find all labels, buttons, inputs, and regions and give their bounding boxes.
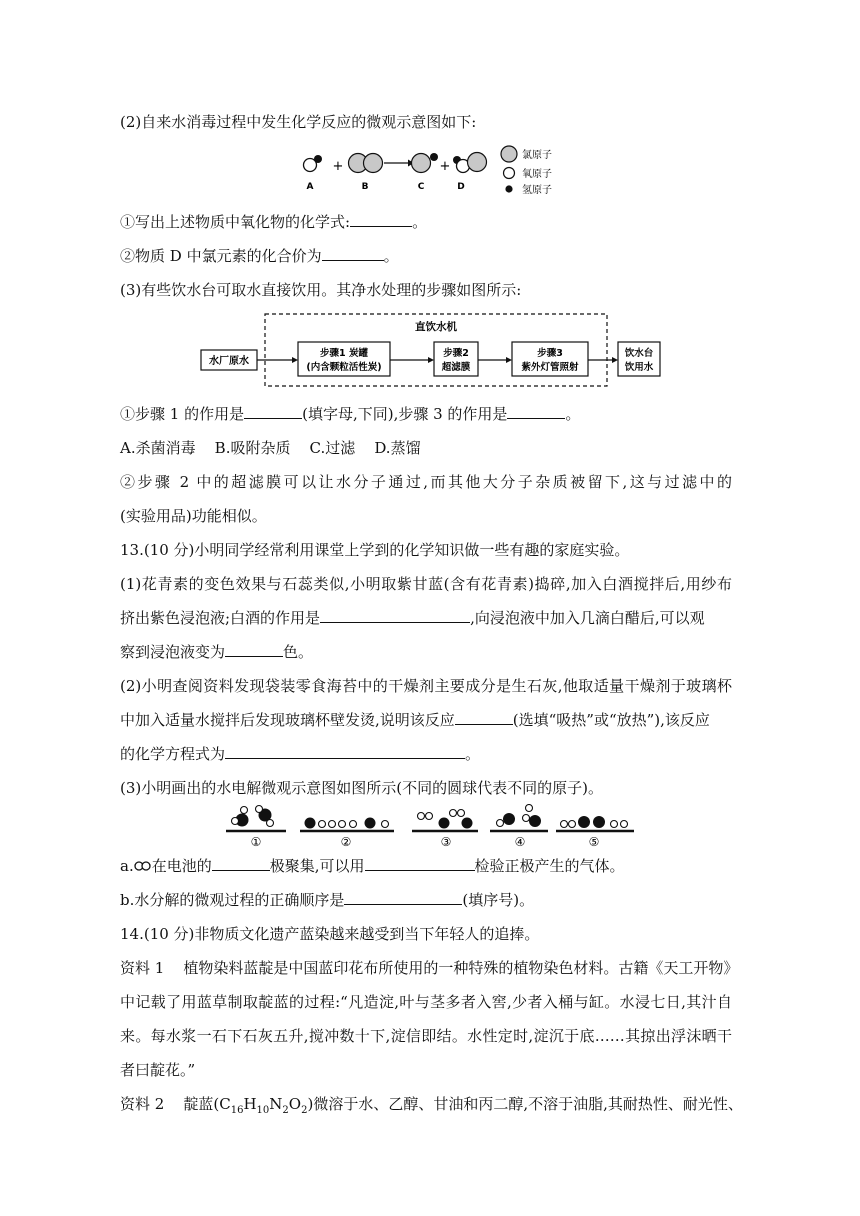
- molecule-c: [412, 153, 439, 173]
- reaction-diagram: [300, 143, 590, 199]
- label-a: A: [306, 182, 314, 192]
- answer-blank[interactable]: [507, 404, 565, 419]
- svg-text:饮水台: 饮水台: [624, 348, 654, 359]
- q13-p1-line1: (1)花青素的变色效果与石蕊类似,小明取紫甘蓝(含有花青素)捣碎,加入白酒搅拌后,用纱布: [120, 575, 732, 593]
- stage-4: [490, 805, 548, 832]
- q13-a: a. 在电池的 极聚集,可以用 检验正极产生的气体。: [120, 857, 625, 875]
- q14-m2-line1: 资料 2 靛蓝$(C_{16}H_{10}N_2O_2)$微溶于水、乙醇、甘油和丙二醇,不溶于油脂,其耐热性、耐光性、: [120, 1095, 743, 1116]
- svg-text:饮用水: 饮用水: [624, 362, 654, 373]
- q13-p1-line2: 挤出紫色浸泡液;白酒的作用是 ,向浸泡液中加入几滴白醋后,可以观: [120, 609, 705, 627]
- machine-label: 直饮水机: [415, 321, 457, 333]
- legend-oxygen: 氧原子: [522, 169, 552, 180]
- svg-text:+: +: [439, 159, 451, 174]
- stage-3: [412, 810, 478, 832]
- stage-label-2: ②: [340, 835, 352, 849]
- answer-blank[interactable]: [212, 856, 270, 871]
- answer-blank[interactable]: [244, 404, 302, 419]
- svg-text:步骤3: 步骤3: [537, 348, 563, 359]
- h2-molecule-icon: [134, 860, 152, 872]
- q12-2-2: ②物质 D 中氯元素的化合价为 。: [120, 247, 399, 265]
- q14-m1-line4: 者曰靛花。”: [120, 1061, 196, 1079]
- legend-chlorine: 氯原子: [522, 150, 552, 161]
- q13-p2-line1: (2)小明查阅资料发现袋装零食海苔中的干燥剂主要成分是生石灰,他取适量干燥剂于玻璃杯: [120, 677, 732, 695]
- q14-m1-line1: 资料 1 植物染料蓝靛是中国蓝印花布所使用的一种特殊的植物染色材料。古籍《天工开物》: [120, 959, 739, 977]
- label-c: C: [417, 182, 425, 192]
- answer-blank[interactable]: [225, 744, 465, 759]
- q12-2-1: ①写出上述物质中氧化物的化学式: 。: [120, 213, 428, 231]
- q14-title: 14.(10 分)非物质文化遗产蓝染越来越受到当下年轻人的追捧。: [120, 925, 540, 943]
- stage-label-3: ③: [440, 835, 452, 849]
- reaction-arrow: [384, 160, 414, 167]
- answer-blank[interactable]: [455, 710, 513, 725]
- answer-blank[interactable]: [350, 212, 412, 227]
- answer-blank[interactable]: [225, 642, 283, 657]
- legend-hydrogen: 氢原子: [522, 185, 552, 196]
- q12-3-1: ①步骤 1 的作用是 (填字母,下同),步骤 3 的作用是 。: [120, 405, 581, 423]
- q12-part2-intro: (2)自来水消毒过程中发生化学反应的微观示意图如下:: [120, 113, 477, 131]
- q13-title: 13.(10 分)小明同学经常利用课堂上学到的化学知识做一些有趣的家庭实验。: [120, 541, 630, 559]
- purification-flowchart: [198, 313, 664, 389]
- molecule-a: [304, 155, 323, 172]
- stage-1: [226, 806, 286, 832]
- atom-legend: [501, 146, 552, 196]
- q12-options: A.杀菌消毒 B.吸附杂质 C.过滤 D.蒸馏: [120, 439, 421, 457]
- svg-text:紫外灯管照射: 紫外灯管照射: [521, 362, 579, 373]
- molecule-d: [453, 153, 487, 173]
- svg-text:+: +: [332, 159, 344, 174]
- label-d: D: [457, 182, 465, 192]
- q14-m1-line2: 中记载了用蓝草制取靛蓝的过程:“凡造淀,叶与茎多者入窖,少者入桶与缸。水浸七日,其汁自: [120, 993, 732, 1011]
- q14-m1-line3: 来。每水浆一石下石灰五升,搅冲数十下,淀信即结。水性定时,淀沉于底……其掠出浮沫晒干: [120, 1027, 732, 1045]
- q13-p1-line3: 察到浸泡液变为 色。: [120, 643, 314, 661]
- q13-p2-line3: 的化学方程式为 。: [120, 745, 481, 763]
- stage-label-4: ④: [514, 835, 526, 849]
- svg-text:(内含颗粒活性炭): (内含颗粒活性炭): [306, 362, 382, 373]
- q12-part3-intro: (3)有些饮水台可取水直接饮用。其净水处理的步骤如图所示:: [120, 281, 522, 299]
- svg-text:步骤2: 步骤2: [443, 348, 469, 359]
- molecule-b: [349, 154, 383, 173]
- q13-b: b.水分解的微观过程的正确顺序是 (填序号)。: [120, 891, 535, 909]
- q13-p2-line2: 中加入适量水搅拌后发现玻璃杯壁发烫,说明该反应 (选填“吸热”或“放热”),该反应: [120, 711, 710, 729]
- stage-label-5: ⑤: [588, 835, 600, 849]
- q13-p3: (3)小明画出的水电解微观示意图如图所示(不同的圆球代表不同的原子)。: [120, 779, 603, 797]
- answer-blank[interactable]: [365, 856, 475, 871]
- answer-blank[interactable]: [322, 246, 384, 261]
- label-b: B: [361, 182, 369, 192]
- answer-blank[interactable]: [344, 890, 462, 905]
- answer-blank[interactable]: [320, 608, 470, 623]
- svg-text:超滤膜: 超滤膜: [441, 362, 471, 373]
- stage-5: [556, 816, 634, 831]
- stage-label-1: ①: [250, 835, 262, 849]
- electrolysis-diagram: [224, 804, 638, 850]
- svg-text:步骤1 炭罐: 步骤1 炭罐: [320, 348, 368, 359]
- q12-3-2-line2: (实验用品)功能相似。: [120, 507, 267, 525]
- q12-3-2-line1: ②步骤 2 中的超滤膜可以让水分子通过,而其他大分子杂质被留下,这与过滤中的: [120, 473, 732, 491]
- svg-text:水厂原水: 水厂原水: [209, 356, 249, 367]
- stage-2: [300, 818, 394, 832]
